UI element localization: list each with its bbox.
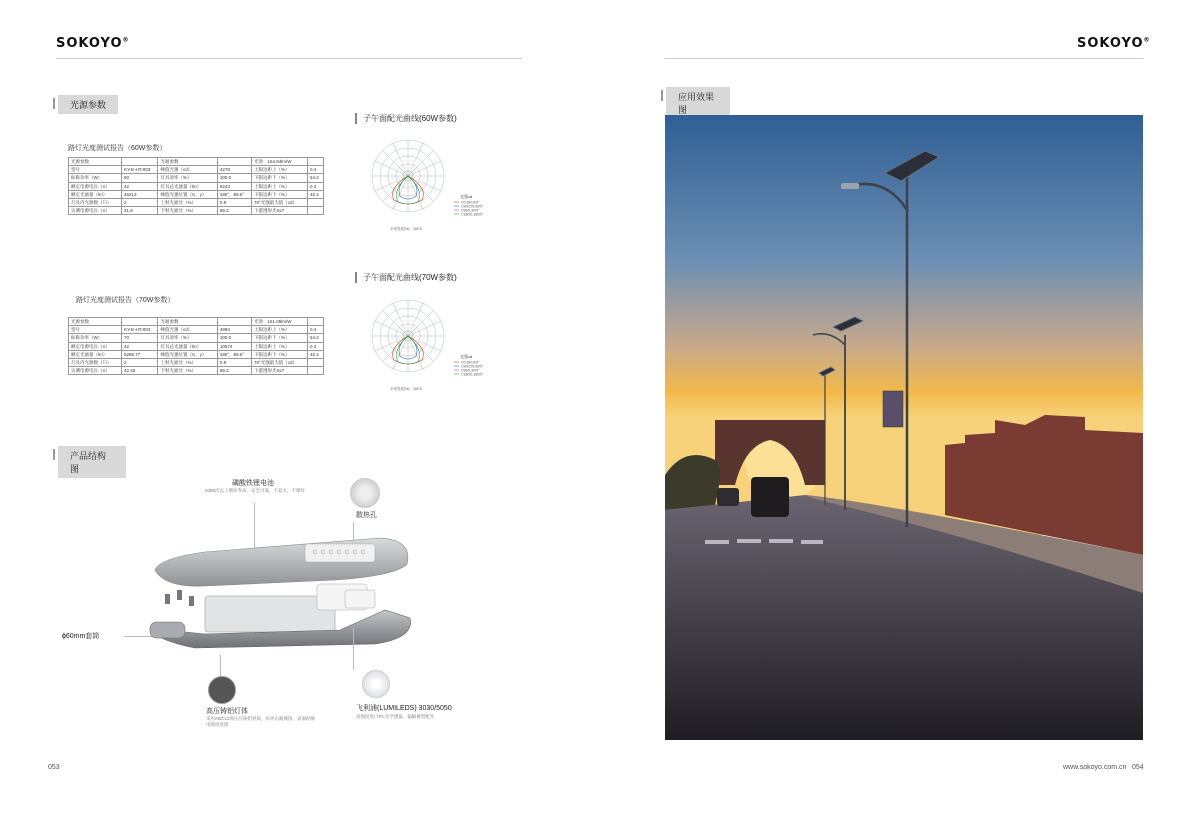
- application-photo: [665, 115, 1143, 740]
- table-row: [69, 334, 324, 342]
- table-row: [69, 166, 324, 174]
- table-cell: [307, 358, 323, 366]
- polar-chart-70w: [366, 288, 496, 396]
- legend-title: 光强cd: [460, 354, 473, 359]
- table-row: [69, 174, 324, 182]
- table-cell: 2: [121, 198, 158, 206]
- table-cell: [307, 207, 323, 215]
- section-light-source-params: 光源参数: [58, 95, 118, 114]
- table-cell: [307, 158, 323, 166]
- vehicle-small: [717, 488, 739, 506]
- table-cell: 5286.77: [121, 350, 158, 358]
- table-cell: 实测电源电压（V）: [69, 207, 122, 215]
- table-row: [69, 318, 324, 326]
- led-thumbnail: [362, 670, 390, 698]
- table-cell: 70: [121, 334, 158, 342]
- report-60w-title: 路灯光度测试报告（60W参数）: [68, 145, 167, 152]
- table-cell: 0.8: [217, 198, 251, 206]
- table-row: [69, 326, 324, 334]
- page-number-left: 053: [48, 764, 60, 771]
- table-row: [69, 342, 324, 350]
- legend-lines: [454, 362, 459, 374]
- table-cell: [217, 318, 251, 326]
- table-row: [69, 358, 324, 366]
- table-cell: 峰值光强（cd）: [158, 326, 217, 334]
- table-cell: 上射光通比（%）: [158, 358, 217, 366]
- table-cell: 0.4: [307, 326, 323, 334]
- report-70w-title: 路灯光度测试报告（70W参数）: [76, 297, 175, 304]
- battery-desc: 2000次以上循环寿命，安全可靠，不起火，不爆炸: [204, 488, 305, 493]
- legend-item: C0/180,0/0°: [461, 360, 480, 365]
- legend-item: C0/180,0/0°: [461, 200, 480, 205]
- table-cell: 42: [121, 342, 158, 350]
- table-cell: 灯具总光通量（lm）: [158, 342, 217, 350]
- exploded-lamp-diagram: [145, 530, 420, 670]
- table-cell: 光效：154.94lm/W: [252, 158, 308, 166]
- lithium-battery: [205, 596, 335, 632]
- led-modules: [305, 544, 375, 562]
- table-cell: 0.3: [307, 342, 323, 350]
- table-cell: [217, 158, 251, 166]
- chart-footer: 平均亮度(%)：100.5: [390, 227, 422, 231]
- table-cell: 额定电源电压（V）: [69, 182, 122, 190]
- legend-item: C180/0,180/0°: [461, 212, 484, 217]
- table-cell: 光源参数: [69, 318, 122, 326]
- table-row: [69, 182, 324, 190]
- section-product-structure: 产品结构图: [58, 446, 126, 478]
- housing-thumbnail: [208, 676, 236, 704]
- table-cell: 下限边距下（%）: [252, 350, 308, 358]
- table-cell: 10574: [217, 342, 251, 350]
- table-cell: 41.6: [121, 207, 158, 215]
- table-cell: 上限边距上（%）: [252, 182, 308, 190]
- led-label: 飞利浦(LUMILEDS) 3030/5050: [356, 705, 452, 712]
- table-cell: 下射光通比（%）: [158, 367, 217, 375]
- table-cell: 上射光通比（%）: [158, 198, 217, 206]
- table-cell: 光源参数: [69, 158, 122, 166]
- table-cell: 下游透射光SLT: [252, 207, 308, 215]
- table-cell: 42.45: [121, 367, 158, 375]
- page-number-right: 054: [1132, 764, 1144, 771]
- table-cell: 灯具效率（%）: [158, 174, 217, 182]
- header-divider-right: [665, 58, 1143, 59]
- chart-footer: 平均亮度(%)：100.5: [390, 387, 422, 391]
- table-cell: 额定光通量（lm）: [69, 190, 122, 198]
- table-cell: [307, 198, 323, 206]
- table-cell: KY-E-HT-003: [121, 166, 158, 174]
- table-cell: 70°光强最大值（cd）: [252, 198, 308, 206]
- heat-vent-thumbnail: [350, 478, 380, 508]
- table-cell: 180°，59.6°: [217, 190, 251, 198]
- table-cell: 60: [121, 174, 158, 182]
- table-cell: 型号: [69, 166, 122, 174]
- table-row: [69, 350, 324, 358]
- table-cell: 54.2: [307, 174, 323, 182]
- table-row: [69, 198, 324, 206]
- sleeve-label: ɸ60mm套筒: [62, 633, 100, 640]
- website: www.sokoyo.com.cn: [1063, 764, 1127, 771]
- table-cell: [307, 367, 323, 375]
- table-cell: 180°，59.6°: [217, 350, 251, 358]
- table-cell: 标称功率（W）: [69, 334, 122, 342]
- table-cell: 峰值光强位置（C，γ）: [158, 190, 217, 198]
- table-cell: 灯具总光通量（lm）: [158, 182, 217, 190]
- polar-chart-60w: [366, 128, 496, 236]
- table-cell: 99.2: [217, 367, 251, 375]
- table-cell: KY-E-HT-004: [121, 326, 158, 334]
- table-cell: 光效：151.05lm/W: [252, 318, 308, 326]
- table-cell: 上限边距上（%）: [252, 342, 308, 350]
- legend-item: C90/0,90/0°: [461, 368, 480, 373]
- table-row: [69, 190, 324, 198]
- led-desc: 高强度进口PC光学透镜，偏蝠翼型配光: [356, 714, 435, 719]
- heat-vent-label: 散热孔: [356, 512, 377, 519]
- table-cell: 4894: [217, 326, 251, 334]
- table-cell: 99.2: [217, 207, 251, 215]
- legend-item: C180/0,180/0°: [461, 372, 484, 377]
- legend-lines: [454, 202, 459, 214]
- table-cell: 100.0: [217, 174, 251, 182]
- table-cell: 45.1: [307, 350, 323, 358]
- table-cell: 光通参数: [158, 318, 217, 326]
- report-70w-table: [68, 317, 324, 375]
- table-cell: 70°光强最大值（cd）: [252, 358, 308, 366]
- table-cell: 标称功率（W）: [69, 174, 122, 182]
- table-cell: 9243: [217, 182, 251, 190]
- banner: [883, 391, 903, 427]
- screws: [165, 590, 194, 606]
- table-row: [69, 207, 324, 215]
- housing-desc: 采用ADC12高压压铸铝材质，抗冲击耐腐蚀，表面经静电喷涂处理: [206, 716, 316, 727]
- table-cell: 42: [121, 182, 158, 190]
- table-cell: 54.2: [307, 334, 323, 342]
- table-cell: 灯具内光源数（只）: [69, 358, 122, 366]
- table-cell: [307, 318, 323, 326]
- table-cell: 100.0: [217, 334, 251, 342]
- table-cell: 下限边距下（%）: [252, 190, 308, 198]
- table-cell: 额定电源电压（V）: [69, 342, 122, 350]
- housing-pointer-line: [220, 655, 221, 677]
- table-cell: 0.8: [217, 358, 251, 366]
- chart-70w-title: 子午面配光曲线(70W参数): [355, 272, 457, 283]
- housing-label: 高压铸铝灯体: [206, 708, 248, 715]
- vehicle: [751, 477, 789, 517]
- table-cell: 45.1: [307, 190, 323, 198]
- mount-sleeve: [150, 622, 185, 638]
- brand-logo-right: SOKOYO®: [1077, 36, 1151, 51]
- legend-item: C90/270,90/0°: [461, 204, 484, 209]
- table-row: [69, 367, 324, 375]
- table-cell: 上限边距上（%）: [252, 326, 308, 334]
- table-cell: 下射光通比（%）: [158, 207, 217, 215]
- legend-item: C90/270,90/0°: [461, 364, 484, 369]
- table-cell: [121, 318, 158, 326]
- table-cell: 46213: [121, 190, 158, 198]
- table-cell: 型号: [69, 326, 122, 334]
- table-cell: 灯具效率（%）: [158, 334, 217, 342]
- table-row: [69, 158, 324, 166]
- legend-item: C90/0,90/0°: [461, 208, 480, 213]
- table-cell: 实测电源电压（V）: [69, 367, 122, 375]
- table-cell: 2: [121, 358, 158, 366]
- table-cell: 0.3: [307, 182, 323, 190]
- table-cell: 上限边距上（%）: [252, 166, 308, 174]
- section-application: 应用效果图: [666, 87, 730, 119]
- battery-label: 磷酸铁锂电池: [232, 480, 274, 487]
- table-cell: 下限边距下（%）: [252, 334, 308, 342]
- table-cell: 峰值光强（cd）: [158, 166, 217, 174]
- driver-modules: [317, 584, 375, 610]
- lamp-head: [841, 183, 859, 189]
- table-cell: 下限边距下（%）: [252, 174, 308, 182]
- header-divider-left: [56, 58, 522, 59]
- table-cell: 额定光通量（lm）: [69, 350, 122, 358]
- table-cell: [121, 158, 158, 166]
- table-cell: 光通参数: [158, 158, 217, 166]
- chart-60w-title: 子午面配光曲线(60W参数): [355, 113, 457, 124]
- table-cell: 4278: [217, 166, 251, 174]
- brand-logo-left: SOKOYO®: [56, 36, 130, 51]
- led-pointer-line: [353, 628, 354, 670]
- legend-title: 光强cd: [460, 194, 473, 199]
- table-cell: 0.4: [307, 166, 323, 174]
- table-cell: 峰值光强位置（C，γ）: [158, 350, 217, 358]
- table-cell: 灯具内光源数（只）: [69, 198, 122, 206]
- report-60w-table: [68, 157, 324, 215]
- table-cell: 下游透射光SLT: [252, 367, 308, 375]
